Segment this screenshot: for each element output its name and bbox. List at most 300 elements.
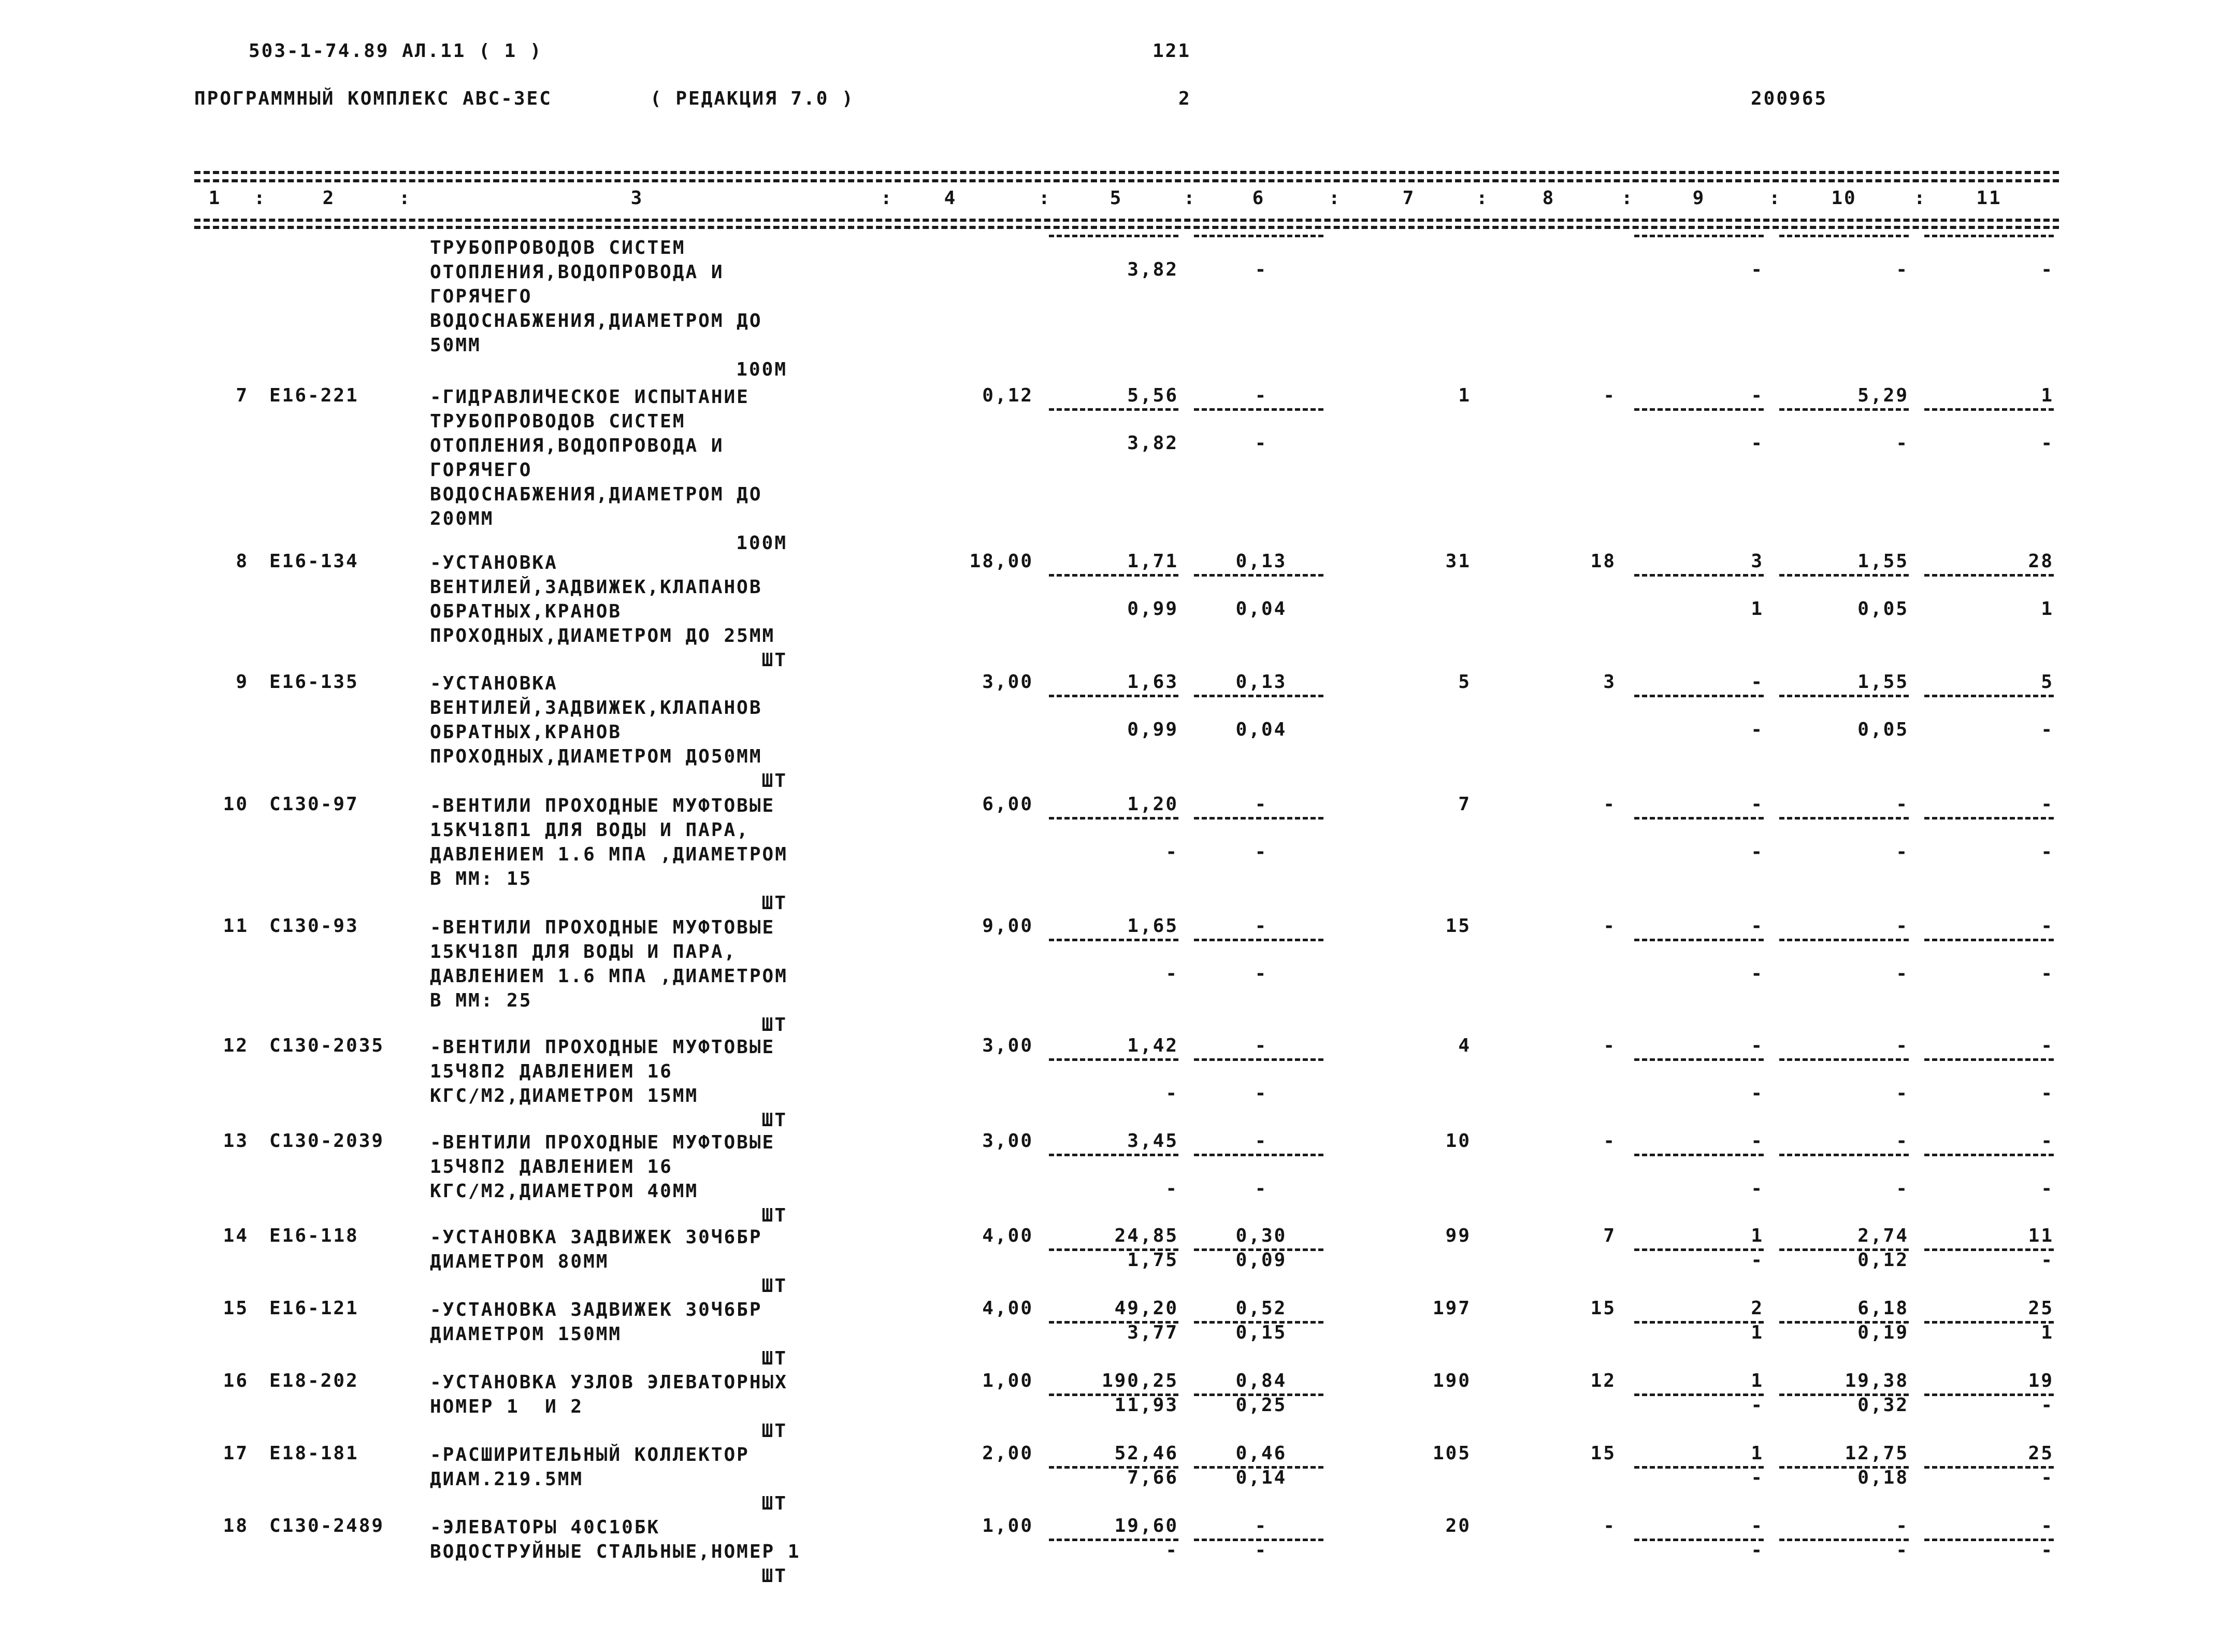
machine-wage-total-value: - [1751, 963, 1764, 984]
cost-wage-value: 3,77 [1127, 1322, 1178, 1343]
column-number: 2 [322, 188, 336, 209]
row-code: С130-97 [269, 794, 359, 815]
cost-divider [1634, 817, 1764, 820]
cost-wage-value: 7,66 [1127, 1467, 1178, 1488]
machine-wage-value: - [1255, 963, 1268, 984]
cost-divider [1634, 408, 1764, 411]
cost-divider [1049, 408, 1178, 411]
total-cost-value: 10 [1445, 1130, 1471, 1152]
cost-divider [1634, 695, 1764, 697]
machine-total-value: - [1751, 915, 1764, 937]
machine-total-value: - [1751, 794, 1764, 815]
document-code: 503-1-74.89 АЛ.11 ( 1 ) [249, 40, 543, 62]
labor-machine-total-value: 1 [2041, 598, 2054, 620]
labor-unit-value: - [1896, 1130, 1909, 1152]
cost-divider [1924, 817, 2054, 820]
labor-total-value: - [2041, 1515, 2054, 1536]
description-line: ОТОПЛЕНИЯ,ВОДОПРОВОДА И [430, 262, 724, 283]
total-cost-value: 197 [1432, 1298, 1471, 1319]
cost-divider [1194, 1058, 1323, 1061]
description-line: НОМЕР 1 И 2 [430, 1396, 584, 1417]
labor-total-value: 19 [2028, 1370, 2054, 1391]
unit-label: 100М [736, 533, 787, 554]
cost-total-value: 190,25 [1101, 1370, 1178, 1391]
wage-total-value: 15 [1590, 1298, 1616, 1319]
cost-divider [1779, 574, 1909, 577]
machine-wage-value: - [1255, 259, 1268, 280]
machine-wage-total-value: - [1751, 1083, 1764, 1104]
machine-cost-value: - [1255, 1515, 1268, 1536]
machine-cost-value: 0,13 [1235, 551, 1287, 572]
machine-wage-value: 0,04 [1235, 719, 1287, 740]
description-line: 15КЧ18П1 ДЛЯ ВОДЫ И ПАРА, [430, 820, 750, 841]
labor-machine-total-value: - [2041, 1540, 2054, 1561]
column-separator: : [1476, 188, 1489, 209]
description-line: 15Ч8П2 ДАВЛЕНИЕМ 16 [430, 1061, 673, 1082]
program-edition: ( РЕДАКЦИЯ 7.0 ) [650, 88, 855, 109]
labor-total-value: 25 [2028, 1443, 2054, 1464]
machine-total-value: - [1751, 385, 1764, 406]
labor-unit-value: 19,38 [1845, 1370, 1909, 1391]
labor-machine-unit-value: 0,12 [1857, 1249, 1909, 1271]
cost-divider [1049, 695, 1178, 697]
description-line: В ММ: 25 [430, 990, 532, 1011]
description-line: В ММ: 15 [430, 868, 532, 889]
labor-machine-unit-value: 0,18 [1857, 1467, 1909, 1488]
row-number: 15 [223, 1298, 249, 1319]
cost-divider [1779, 1058, 1909, 1061]
cost-divider [1634, 1058, 1764, 1061]
machine-cost-value: 0,13 [1235, 671, 1287, 693]
labor-machine-unit-value: - [1896, 259, 1909, 280]
description-line: ПРОХОДНЫХ,ДИАМЕТРОМ ДО50ММ [430, 746, 762, 767]
labor-total-value: 25 [2028, 1298, 2054, 1319]
row-number: 13 [223, 1130, 249, 1152]
wage-total-value: 15 [1590, 1443, 1616, 1464]
cost-total-value: 1,71 [1127, 551, 1178, 572]
cost-wage-value: - [1165, 1178, 1178, 1199]
description-line: КГС/М2,ДИАМЕТРОМ 15ММ [430, 1085, 699, 1107]
row-number: 10 [223, 794, 249, 815]
row-number: 14 [223, 1225, 249, 1246]
cost-divider [1049, 574, 1178, 577]
labor-total-value: 5 [2041, 671, 2054, 693]
labor-total-value: - [2041, 915, 2054, 937]
cost-divider [1049, 235, 1178, 237]
quantity-value: 1,00 [982, 1515, 1033, 1536]
labor-machine-total-value: - [2041, 1395, 2054, 1416]
description-line: ВОДОСНАБЖЕНИЯ,ДИАМЕТРОМ ДО [430, 484, 762, 505]
cost-divider [1049, 939, 1178, 941]
labor-machine-unit-value: 0,05 [1857, 719, 1909, 740]
wage-total-value: - [1603, 915, 1616, 937]
column-separator: : [1184, 188, 1197, 209]
header-rule-bottom-2 [194, 226, 2059, 229]
cost-divider [1779, 939, 1909, 941]
cost-wage-value: 11,93 [1114, 1395, 1178, 1416]
description-line: 15КЧ18П ДЛЯ ВОДЫ И ПАРА, [430, 941, 737, 963]
total-cost-value: 31 [1445, 551, 1471, 572]
cost-divider [1634, 1154, 1764, 1156]
cost-wage-value: 0,99 [1127, 598, 1178, 620]
description-line: ВЕНТИЛЕЙ,ЗАДВИЖЕК,КЛАПАНОВ [430, 577, 762, 598]
description-line: ВОДОСТРУЙНЫЕ СТАЛЬНЫЕ,НОМЕР 1 [430, 1541, 801, 1562]
labor-machine-unit-value: 0,19 [1857, 1322, 1909, 1343]
wage-total-value: 18 [1590, 551, 1616, 572]
machine-wage-total-value: - [1751, 259, 1764, 280]
machine-wage-value: 0,25 [1235, 1395, 1287, 1416]
row-code: Е16-118 [269, 1225, 359, 1246]
header-rule-top-2 [194, 179, 2059, 182]
machine-cost-value: - [1255, 794, 1268, 815]
page-number: 121 [1152, 40, 1191, 62]
cost-total-value: 49,20 [1114, 1298, 1178, 1319]
cost-divider [1634, 235, 1764, 237]
machine-total-value: - [1751, 1130, 1764, 1152]
labor-unit-value: - [1896, 1515, 1909, 1536]
quantity-value: 4,00 [982, 1225, 1033, 1246]
labor-machine-unit-value: - [1896, 1083, 1909, 1104]
quantity-value: 1,00 [982, 1370, 1033, 1391]
cost-wage-value: - [1165, 1083, 1178, 1104]
cost-divider [1779, 1154, 1909, 1156]
column-separator: : [399, 188, 412, 209]
labor-machine-total-value: - [2041, 259, 2054, 280]
row-number: 17 [223, 1443, 249, 1464]
description-line: -УСТАНОВКА [430, 552, 558, 573]
row-number: 8 [236, 551, 249, 572]
row-code: С130-2039 [269, 1130, 385, 1152]
machine-cost-value: - [1255, 1035, 1268, 1056]
total-cost-value: 190 [1432, 1370, 1471, 1391]
cost-divider [1049, 1058, 1178, 1061]
wage-total-value: - [1603, 1130, 1616, 1152]
cost-divider [1924, 1058, 2054, 1061]
column-number: 8 [1542, 188, 1555, 209]
cost-wage-value: 1,75 [1127, 1249, 1178, 1271]
description-line: КГС/М2,ДИАМЕТРОМ 40ММ [430, 1181, 699, 1202]
machine-total-value: - [1751, 671, 1764, 693]
cost-divider [1779, 695, 1909, 697]
machine-total-value: 1 [1751, 1225, 1764, 1246]
cost-divider [1634, 574, 1764, 577]
unit-label: ШТ [761, 1348, 787, 1369]
labor-unit-value: 2,74 [1857, 1225, 1909, 1246]
labor-unit-value: 6,18 [1857, 1298, 1909, 1319]
column-separator: : [1914, 188, 1927, 209]
cost-total-value: 1,63 [1127, 671, 1178, 693]
total-cost-value: 5 [1458, 671, 1471, 693]
machine-wage-value: - [1255, 433, 1268, 454]
description-line: ДАВЛЕНИЕМ 1.6 МПА ,ДИАМЕТРОМ [430, 966, 788, 987]
column-number: 9 [1692, 188, 1706, 209]
cost-wage-value: - [1165, 841, 1178, 863]
cost-total-value: 3,45 [1127, 1130, 1178, 1152]
description-line: -УСТАНОВКА ЗАДВИЖЕК 30Ч6БР [430, 1299, 762, 1320]
unit-label: 100М [736, 359, 787, 380]
machine-wage-total-value: - [1751, 1249, 1764, 1271]
unit-label: ШТ [761, 1565, 787, 1587]
machine-cost-value: - [1255, 1130, 1268, 1152]
machine-wage-value: 0,04 [1235, 598, 1287, 620]
labor-machine-unit-value: - [1896, 963, 1909, 984]
wage-total-value: - [1603, 794, 1616, 815]
description-line: -УСТАНОВКА ЗАДВИЖЕК 30Ч6БР [430, 1227, 762, 1248]
row-code: Е16-134 [269, 551, 359, 572]
row-code: Е16-221 [269, 385, 359, 406]
machine-wage-value: - [1255, 1540, 1268, 1561]
column-number: 6 [1252, 188, 1265, 209]
machine-total-value: - [1751, 1515, 1764, 1536]
machine-wage-total-value: - [1751, 1540, 1764, 1561]
header-rule-top [194, 171, 2059, 174]
quantity-value: 2,00 [982, 1443, 1033, 1464]
machine-wage-value: - [1255, 841, 1268, 863]
description-line: ГОРЯЧЕГО [430, 459, 532, 481]
column-separator: : [881, 188, 894, 209]
wage-total-value: - [1603, 1515, 1616, 1536]
machine-wage-total-value: 1 [1751, 1322, 1764, 1343]
column-number: 10 [1831, 188, 1857, 209]
labor-machine-unit-value: - [1896, 433, 1909, 454]
description-line: 15Ч8П2 ДАВЛЕНИЕМ 16 [430, 1156, 673, 1177]
cost-divider [1049, 1154, 1178, 1156]
row-code: С130-93 [269, 915, 359, 937]
column-number: 3 [630, 188, 644, 209]
machine-cost-value: 0,84 [1235, 1370, 1287, 1391]
description-line: -ВЕНТИЛИ ПРОХОДНЫЕ МУФТОВЫЕ [430, 1132, 775, 1153]
cost-wage-value: 3,82 [1127, 433, 1178, 454]
description-line: -ВЕНТИЛИ ПРОХОДНЫЕ МУФТОВЫЕ [430, 917, 775, 938]
cost-divider [1779, 235, 1909, 237]
machine-wage-total-value: 1 [1751, 598, 1764, 620]
description-line: -РАСШИРИТЕЛЬНЫЙ КОЛЛЕКТОР [430, 1444, 750, 1466]
cost-divider [1924, 939, 2054, 941]
wage-total-value: 7 [1603, 1225, 1616, 1246]
column-number: 7 [1402, 188, 1416, 209]
labor-total-value: - [2041, 1130, 2054, 1152]
column-separator: : [1769, 188, 1782, 209]
cost-total-value: 1,42 [1127, 1035, 1178, 1056]
quantity-value: 6,00 [982, 794, 1033, 815]
row-number: 7 [236, 385, 249, 406]
cost-divider [1924, 235, 2054, 237]
total-cost-value: 7 [1458, 794, 1471, 815]
row-number: 9 [236, 671, 249, 693]
labor-unit-value: - [1896, 915, 1909, 937]
row-code: Е18-181 [269, 1443, 359, 1464]
description-line: -ВЕНТИЛИ ПРОХОДНЫЕ МУФТОВЫЕ [430, 1037, 775, 1058]
labor-machine-total-value: 1 [2041, 1322, 2054, 1343]
cost-divider [1779, 817, 1909, 820]
labor-total-value: 28 [2028, 551, 2054, 572]
cost-divider [1779, 408, 1909, 411]
wage-total-value: - [1603, 385, 1616, 406]
unit-label: ШТ [761, 1205, 787, 1226]
column-number: 1 [208, 188, 222, 209]
column-number: 5 [1110, 188, 1123, 209]
cost-total-value: 1,20 [1127, 794, 1178, 815]
unit-label: ШТ [761, 1493, 787, 1514]
cost-divider [1924, 408, 2054, 411]
wage-total-value: - [1603, 1035, 1616, 1056]
description-line: ОБРАТНЫХ,КРАНОВ [430, 601, 622, 622]
labor-machine-unit-value: - [1896, 1540, 1909, 1561]
machine-total-value: - [1751, 1035, 1764, 1056]
row-code: Е18-202 [269, 1370, 359, 1391]
description-line: ПРОХОДНЫХ,ДИАМЕТРОМ ДО 25ММ [430, 625, 775, 647]
quantity-value: 3,00 [982, 1130, 1033, 1152]
column-separator: : [1621, 188, 1634, 209]
unit-label: ШТ [761, 650, 787, 671]
doc-number: 200965 [1751, 88, 1828, 109]
machine-total-value: 1 [1751, 1443, 1764, 1464]
unit-label: ШТ [761, 1420, 787, 1442]
cost-wage-value: - [1165, 1540, 1178, 1561]
cost-divider [1194, 235, 1323, 237]
cost-divider [1194, 817, 1323, 820]
wage-total-value: 3 [1603, 671, 1616, 693]
sheet-number: 2 [1178, 88, 1191, 109]
quantity-value: 3,00 [982, 1035, 1033, 1056]
labor-machine-unit-value: - [1896, 841, 1909, 863]
machine-wage-value: 0,14 [1235, 1467, 1287, 1488]
description-line: ДИАМЕТРОМ 150ММ [430, 1324, 622, 1345]
row-code: С130-2035 [269, 1035, 385, 1056]
row-number: 16 [223, 1370, 249, 1391]
column-separator: : [1039, 188, 1051, 209]
description-line: ТРУБОПРОВОДОВ СИСТЕМ [430, 237, 686, 258]
quantity-value: 3,00 [982, 671, 1033, 693]
labor-machine-total-value: - [2041, 1467, 2054, 1488]
total-cost-value: 1 [1458, 385, 1471, 406]
column-separator: : [254, 188, 267, 209]
machine-wage-total-value: - [1751, 1467, 1764, 1488]
labor-machine-unit-value: - [1896, 1178, 1909, 1199]
machine-total-value: 2 [1751, 1298, 1764, 1319]
description-line: 200ММ [430, 508, 494, 529]
cost-divider [1924, 574, 2054, 577]
description-line: ДАВЛЕНИЕМ 1.6 МПА ,ДИАМЕТРОМ [430, 844, 788, 865]
labor-total-value: - [2041, 1035, 2054, 1056]
unit-label: ШТ [761, 1110, 787, 1131]
total-cost-value: 4 [1458, 1035, 1471, 1056]
description-line: -УСТАНОВКА [430, 673, 558, 694]
cost-divider [1194, 574, 1323, 577]
quantity-value: 18,00 [969, 551, 1033, 572]
labor-machine-total-value: - [2041, 1083, 2054, 1104]
description-line: ГОРЯЧЕГО [430, 286, 532, 307]
machine-total-value: 1 [1751, 1370, 1764, 1391]
column-number: 11 [1976, 188, 2002, 209]
labor-machine-total-value: - [2041, 963, 2054, 984]
labor-unit-value: - [1896, 1035, 1909, 1056]
unit-label: ШТ [761, 770, 787, 792]
machine-wage-value: - [1255, 1083, 1268, 1104]
labor-total-value: - [2041, 794, 2054, 815]
cost-divider [1194, 939, 1323, 941]
machine-wage-value: 0,15 [1235, 1322, 1287, 1343]
cost-total-value: 1,65 [1127, 915, 1178, 937]
row-number: 12 [223, 1035, 249, 1056]
labor-unit-value: 5,29 [1857, 385, 1909, 406]
cost-divider [1049, 817, 1178, 820]
quantity-value: 9,00 [982, 915, 1033, 937]
labor-machine-total-value: - [2041, 1249, 2054, 1271]
machine-cost-value: 0,46 [1235, 1443, 1287, 1464]
cost-wage-value: - [1165, 963, 1178, 984]
machine-wage-total-value: - [1751, 1178, 1764, 1199]
unit-label: ШТ [761, 1275, 787, 1297]
labor-unit-value: 12,75 [1845, 1443, 1909, 1464]
quantity-value: 4,00 [982, 1298, 1033, 1319]
cost-total-value: 24,85 [1114, 1225, 1178, 1246]
cost-divider [1194, 695, 1323, 697]
machine-wage-total-value: - [1751, 433, 1764, 454]
labor-total-value: 11 [2028, 1225, 2054, 1246]
cost-wage-value: 0,99 [1127, 719, 1178, 740]
labor-unit-value: - [1896, 794, 1909, 815]
column-number: 4 [944, 188, 957, 209]
cost-divider [1634, 939, 1764, 941]
machine-wage-total-value: - [1751, 719, 1764, 740]
row-number: 18 [223, 1515, 249, 1536]
total-cost-value: 20 [1445, 1515, 1471, 1536]
machine-wage-value: 0,09 [1235, 1249, 1287, 1271]
cost-divider [1194, 1154, 1323, 1156]
labor-machine-unit-value: 0,05 [1857, 598, 1909, 620]
labor-machine-total-value: - [2041, 433, 2054, 454]
cost-wage-value: 3,82 [1127, 259, 1178, 280]
row-code: С130-2489 [269, 1515, 385, 1536]
total-cost-value: 99 [1445, 1225, 1471, 1246]
labor-machine-total-value: - [2041, 719, 2054, 740]
description-line: -ГИДРАВЛИЧЕСКОЕ ИСПЫТАНИЕ [430, 386, 750, 408]
labor-machine-total-value: - [2041, 841, 2054, 863]
machine-cost-value: 0,30 [1235, 1225, 1287, 1246]
machine-wage-value: - [1255, 1178, 1268, 1199]
machine-cost-value: 0,52 [1235, 1298, 1287, 1319]
description-line: ОБРАТНЫХ,КРАНОВ [430, 722, 622, 743]
description-line: ОТОПЛЕНИЯ,ВОДОПРОВОДА И [430, 435, 724, 456]
unit-label: ШТ [761, 1014, 787, 1036]
labor-unit-value: 1,55 [1857, 671, 1909, 693]
description-line: -УСТАНОВКА УЗЛОВ ЭЛЕВАТОРНЫХ [430, 1372, 788, 1393]
header-rule-bottom [194, 219, 2059, 222]
column-separator: : [1329, 188, 1342, 209]
cost-total-value: 19,60 [1114, 1515, 1178, 1536]
labor-machine-unit-value: 0,32 [1857, 1395, 1909, 1416]
description-line: ДИАМ.219.5ММ [430, 1469, 584, 1490]
quantity-value: 0,12 [982, 385, 1033, 406]
description-line: ТРУБОПРОВОДОВ СИСТЕМ [430, 411, 686, 432]
description-line: ВЕНТИЛЕЙ,ЗАДВИЖЕК,КЛАПАНОВ [430, 697, 762, 719]
machine-total-value: 3 [1751, 551, 1764, 572]
wage-total-value: 12 [1590, 1370, 1616, 1391]
cost-divider [1924, 1154, 2054, 1156]
row-code: Е16-121 [269, 1298, 359, 1319]
labor-machine-total-value: - [2041, 1178, 2054, 1199]
cost-total-value: 5,56 [1127, 385, 1178, 406]
labor-total-value: 1 [2041, 385, 2054, 406]
cost-divider [1194, 408, 1323, 411]
machine-wage-total-value: - [1751, 1395, 1764, 1416]
description-line: -ЭЛЕВАТОРЫ 40С10БК [430, 1517, 660, 1538]
description-line: ДИАМЕТРОМ 80ММ [430, 1251, 609, 1272]
labor-unit-value: 1,55 [1857, 551, 1909, 572]
row-code: Е16-135 [269, 671, 359, 693]
machine-wage-total-value: - [1751, 841, 1764, 863]
